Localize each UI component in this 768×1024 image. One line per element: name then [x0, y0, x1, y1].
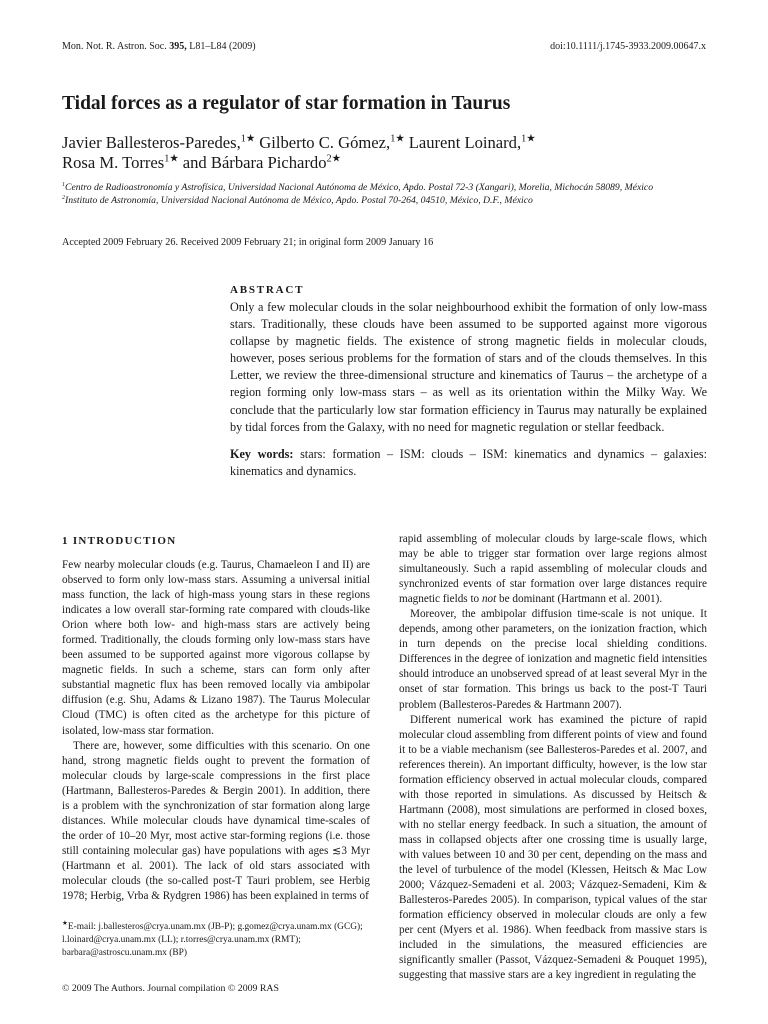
footnote-email — [62, 921, 370, 960]
running-header-citation — [62, 41, 256, 53]
journal-pages: L81–L84 (2009) — [189, 41, 256, 52]
affiliation: $^2$Instituto de Astronomía, Universidad Nacional Autónoma de México, Apdo. Postal 70-264, 04510, México, D.F., México — [62, 194, 533, 206]
body-column-right — [399, 532, 707, 983]
doi[interactable]: doi:10.1111/j.1745-3933.2009.00647.x — [550, 41, 706, 52]
keywords-label: Key words: — [230, 446, 294, 461]
footnote-marker: ★ — [62, 919, 68, 927]
paragraph: Few nearby molecular clouds (e.g. Taurus, Chamaeleon I and II) are observed to form only low-mass stars. Assuming a universal initial mass function, the lack of high-mass young stars in these regions indicates a low overall star-forming rate compared with clouds-like Orion where both low- and high-mass stars are actively being formed. Traditionally, the clouds forming only low-mass stars have been assumed to be supported against more vigorous collapse by magnetic fields. In such a scheme, stars can form only after substantial magnetic flux has been removed locally via ambipolar diffusion (e.g. Shu, Adams & Lizano 1987). The Taurus Molecular Cloud (TMC) is often cited as the archetype for this picture of isolated, low-mass star formation. — [62, 559, 370, 737]
author: Laurent Loinard,$^{1★}$ — [408, 133, 536, 152]
abstract — [230, 282, 707, 480]
author: Javier Ballesteros-Paredes,$^{1★}$ — [62, 133, 256, 152]
abstract-text: Only a few molecular clouds in the solar neighbourhood exhibit the formation of only low-mass stars. Traditionally, these clouds have been assumed to be supported against more vigorous collapse by magnetic fields. The existence of strong magnetic fields in molecular clouds, however, poses serious problems for the formation of stars and of the clouds themselves. In this Letter, we review the three-dimensional structure and kinematics of Taurus – the archetype of a region forming only low-mass stars – as well as its orientation within the Milky Way. We conclude that the particularly low star formation efficiency in Taurus may naturally be explained by tidal forces from the Galaxy, with no need for magnetic regulation or stellar feedback. — [230, 300, 707, 434]
paragraph: There are, however, some difficulties with this scenario. On one hand, strong magnetic fields ought to prevent the formation of molecular clouds by large-scale compressions in the first place (Hartmann, Ballesteros-Paredes & Bergin 2001). In addition, there is a problem with the synchronization of star formation along large distances. While molecular clouds have dynamical time-scales of the order of 10–20 Myr, most active star-forming regions (i.e. those still containing molecular gas) have populations with ages ≲3 Myr (Hartmann et al. 2001). The lack of old stars associated with molecular clouds (the so-called post-T Tauri problem, see Herbig 1978; Herbig, Vrba & Rydgren 1986) has been explained in terms of — [62, 739, 370, 903]
author-list — [62, 133, 712, 173]
keywords — [230, 446, 707, 480]
affiliations — [62, 181, 712, 207]
paragraph: Different numerical work has examined the picture of rapid molecular cloud assembling from different points of view and found it to be a viable mechanism (see Ballesteros-Paredes et al. 2007, and references therein). An important difficulty, however, is the low star formation efficiency observed in actual molecular clouds, compared with those reported in simulations. As discussed by Heitsch & Hartmann (2008), most simulations are performed in closed boxes, with no stellar energy feedback. In such a situation, the amount of mass in collapsed objects after one crossing time is usually large, with values between 10 and 30 per cent, depending on the mass and the level of turbulence of the model (Klessen, Heitsch & Mac Low 2000; Vázquez-Semadeni et al. 2003; Vázquez-Semadeni, Kim & Ballesteros-Paredes 2005). In comparison, typical values of the star formation efficiency observed in molecular clouds are only a few per cent (Myers et al. 1986). When feedback from massive stars is included in the simulations, the measured efficiencies are significantly smaller (Passot, Vázquez-Semadeni & Pouquet 1995), suggesting that massive stars are a key ingredient in regulating the — [399, 713, 707, 982]
journal-name: Mon. Not. R. Astron. Soc. — [62, 41, 167, 52]
author: Gilberto C. Gómez,$^{1★}$ — [259, 133, 405, 152]
journal-volume: 395, — [169, 41, 187, 52]
author: Rosa M. Torres$^{1★}$ — [62, 153, 179, 172]
section-heading: 1 INTRODUCTION — [62, 535, 177, 547]
affiliation: $^1$Centro de Radioastronomía y Astrofísica, Universidad Nacional Autónoma de México, Apdo. Postal 72-3 (Xangari), Morelia, Michocán 58089, México — [62, 181, 654, 193]
body-column-left — [62, 532, 370, 904]
footnote-text: E-mail: j.ballesteros@crya.unam.mx (JB-P); g.gomez@crya.unam.mx (GCG); l.loinard@crya.unam.mx (LL); r.torres@crya.unam.mx (RMT); barbara@astroscu.unam.mx (BP) — [62, 922, 363, 958]
author: and Bárbara Pichardo$^{2★}$ — [182, 153, 341, 172]
paragraph: rapid assembling of molecular clouds by large-scale flows, which may be able to trigger star formation over large regions almost simultaneously. Such a rapid assembling of molecular clouds and synchronized events of star formation over large distances require magnetic fields to not be dominant (Hartmann et al. 2001). — [399, 533, 707, 606]
copyright-footer: © 2009 The Authors. Journal compilation © 2009 RAS — [62, 983, 279, 994]
paper-title: Tidal forces as a regulator of star formation in Taurus — [62, 93, 511, 114]
abstract-heading: ABSTRACT — [230, 284, 305, 296]
publication-dates: Accepted 2009 February 26. Received 2009 February 21; in original form 2009 January 16 — [62, 237, 434, 248]
keywords-text: stars: formation – ISM: clouds – ISM: kinematics and dynamics – galaxies: kinematics and dynamics. — [230, 446, 707, 478]
paragraph: Moreover, the ambipolar diffusion time-scale is not unique. It depends, among other parameters, on the ionization fraction, which in turn depends on the precise local shielding conditions. Differences in the degree of ionization and magnetic field intensities should introduce an unobserved spread of at least several Myr in the onset of star formation. This brings us back to the post-T Tauri problem (Ballesteros-Paredes & Hartmann 2007). — [399, 608, 707, 711]
